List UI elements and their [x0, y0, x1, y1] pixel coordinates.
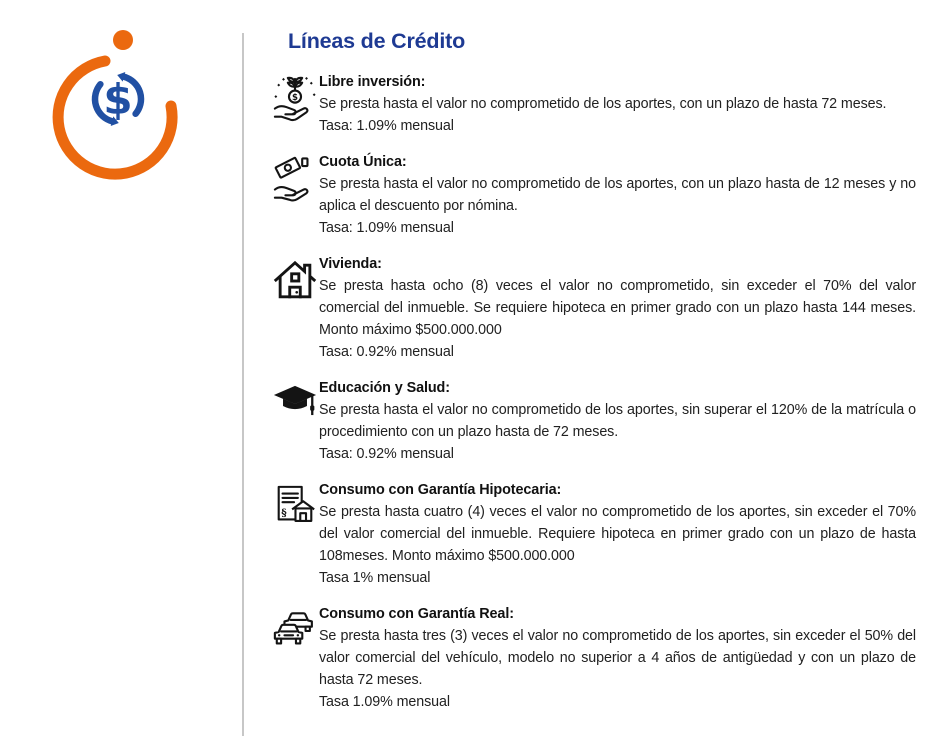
credit-line-item-educacion-salud: [272, 377, 916, 465]
credit-line-item-libre-inversion: [272, 71, 916, 137]
house-icon: [272, 255, 318, 307]
vertical-divider: [242, 33, 244, 736]
credit-line-title: Cuota Única:: [319, 154, 407, 170]
svg-text:$: $: [292, 92, 298, 103]
credit-line-description: Se presta hasta tres (3) veces el valor no comprometido de los aportes, sin exceder el 50% del valor comercial del vehículo, modelo no superior a 4 años de antigüedad y con un plazo de hasta 72 meses.: [319, 628, 916, 688]
credit-line-rate: Tasa: 1.09% mensual: [319, 118, 454, 134]
credit-line-item-garantia-real: [272, 603, 916, 713]
credit-line-title: Libre inversión:: [319, 74, 426, 90]
credit-line-item-garantia-hipotecaria: [272, 479, 916, 589]
page-title: Líneas de Crédito: [288, 29, 465, 53]
svg-text:§: §: [281, 507, 287, 520]
credit-line-description: Se presta hasta cuatro (4) veces el valor no comprometido de los aportes, sin exceder el 70% del valor comercial del inmueble. Requiere hipoteca en primer grado con un plazo de hasta 108meses. Monto máximo $500.000.000: [319, 504, 916, 564]
credit-line-title: Consumo con Garantía Real:: [319, 606, 514, 622]
credit-line-rate: Tasa: 0.92% mensual: [319, 446, 454, 462]
credit-line-rate: Tasa 1.09% mensual: [319, 694, 450, 710]
credit-line-rate: Tasa: 0.92% mensual: [319, 344, 454, 360]
credit-line-item-cuota-unica: [272, 151, 916, 239]
content-column: [272, 28, 916, 727]
investment-growth-icon: [272, 73, 318, 125]
credit-line-description: Se presta hasta el valor no comprometido de los aportes, sin superar el 120% de la matrícula o procedimiento con un plazo hasta de 72 meses.: [319, 402, 916, 440]
circular-arrows-dollar-logo: [50, 28, 184, 190]
credit-line-title: Consumo con Garantía Hipotecaria:: [319, 482, 562, 498]
credit-line-item-vivienda: [272, 253, 916, 363]
credit-line-title: Vivienda:: [319, 256, 382, 272]
credit-line-title: Educación y Salud:: [319, 380, 450, 396]
credit-line-description: Se presta hasta ocho (8) veces el valor no comprometido, sin exceder el 70% del valor comercial del inmueble. Se requiere hipoteca en primer grado con un plazo hasta 144 meses. Monto máximo $500.000.000: [319, 278, 916, 338]
money-in-hand-icon: [272, 153, 318, 205]
logo-dollar-symbol: $: [103, 75, 133, 124]
credit-line-description: Se presta hasta el valor no comprometido de los aportes, con un plazo hasta de 12 meses y no aplica el descuento por nómina.: [319, 176, 916, 214]
credit-line-description: Se presta hasta el valor no comprometido de los aportes, con un plazo de hasta 72 meses.: [319, 96, 887, 112]
mortgage-document-icon: [272, 481, 318, 533]
car-icon: [272, 605, 318, 657]
logo-graphic: [50, 28, 184, 190]
credit-line-rate: Tasa: 1.09% mensual: [319, 220, 454, 236]
credit-line-rate: Tasa 1% mensual: [319, 570, 431, 586]
graduation-cap-icon: [272, 379, 318, 431]
